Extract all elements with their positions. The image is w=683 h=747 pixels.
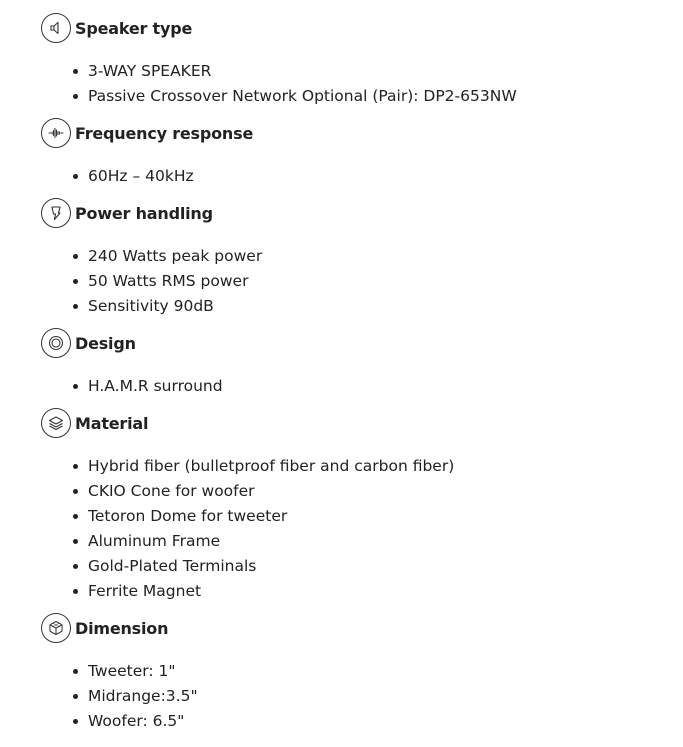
spec-list	[41, 659, 671, 734]
spec-section-material	[41, 407, 671, 604]
cube-icon	[41, 613, 71, 643]
list-item: Passive Crossover Network Optional (Pair): DP2-653NW	[41, 84, 671, 109]
section-title: Speaker type	[75, 18, 193, 38]
spec-list	[41, 164, 671, 189]
spec-section-power-handling	[41, 197, 671, 319]
section-title: Dimension	[75, 618, 169, 638]
layers-icon	[41, 408, 71, 438]
spec-section-speaker-type	[41, 12, 671, 109]
section-title: Design	[75, 333, 136, 353]
spec-section-dimension	[41, 612, 671, 734]
spec-list	[41, 244, 671, 319]
list-item: 3-WAY SPEAKER	[41, 59, 671, 84]
spec-section-design	[41, 327, 671, 399]
spec-list	[41, 59, 671, 109]
surround-icon	[41, 328, 71, 358]
spec-header	[41, 612, 671, 644]
list-item: Tweeter: 1"	[41, 659, 671, 684]
list-item: 240 Watts peak power	[41, 244, 671, 269]
list-item: Hybrid fiber (bulletproof fiber and carbon fiber)	[41, 454, 671, 479]
list-item: Sensitivity 90dB	[41, 294, 671, 319]
list-item: Gold-Plated Terminals	[41, 554, 671, 579]
spec-header	[41, 117, 671, 149]
speaker-icon	[41, 13, 71, 43]
section-title: Frequency response	[75, 123, 254, 143]
list-item: Ferrite Magnet	[41, 579, 671, 604]
list-item: H.A.M.R surround	[41, 374, 671, 399]
list-item: Aluminum Frame	[41, 529, 671, 554]
power-icon	[41, 198, 71, 228]
list-item: Woofer: 6.5"	[41, 709, 671, 734]
list-item: Tetoron Dome for tweeter	[41, 504, 671, 529]
section-title: Material	[75, 413, 149, 433]
spec-list	[41, 374, 671, 399]
spec-section-frequency-response	[41, 117, 671, 189]
list-item: Midrange:3.5"	[41, 684, 671, 709]
waveform-icon	[41, 118, 71, 148]
spec-list	[41, 454, 671, 604]
list-item: CKIO Cone for woofer	[41, 479, 671, 504]
section-title: Power handling	[75, 203, 213, 223]
list-item: 50 Watts RMS power	[41, 269, 671, 294]
list-item: 60Hz – 40kHz	[41, 164, 671, 189]
spec-header	[41, 12, 671, 44]
spec-header	[41, 327, 671, 359]
spec-header	[41, 197, 671, 229]
spec-header	[41, 407, 671, 439]
